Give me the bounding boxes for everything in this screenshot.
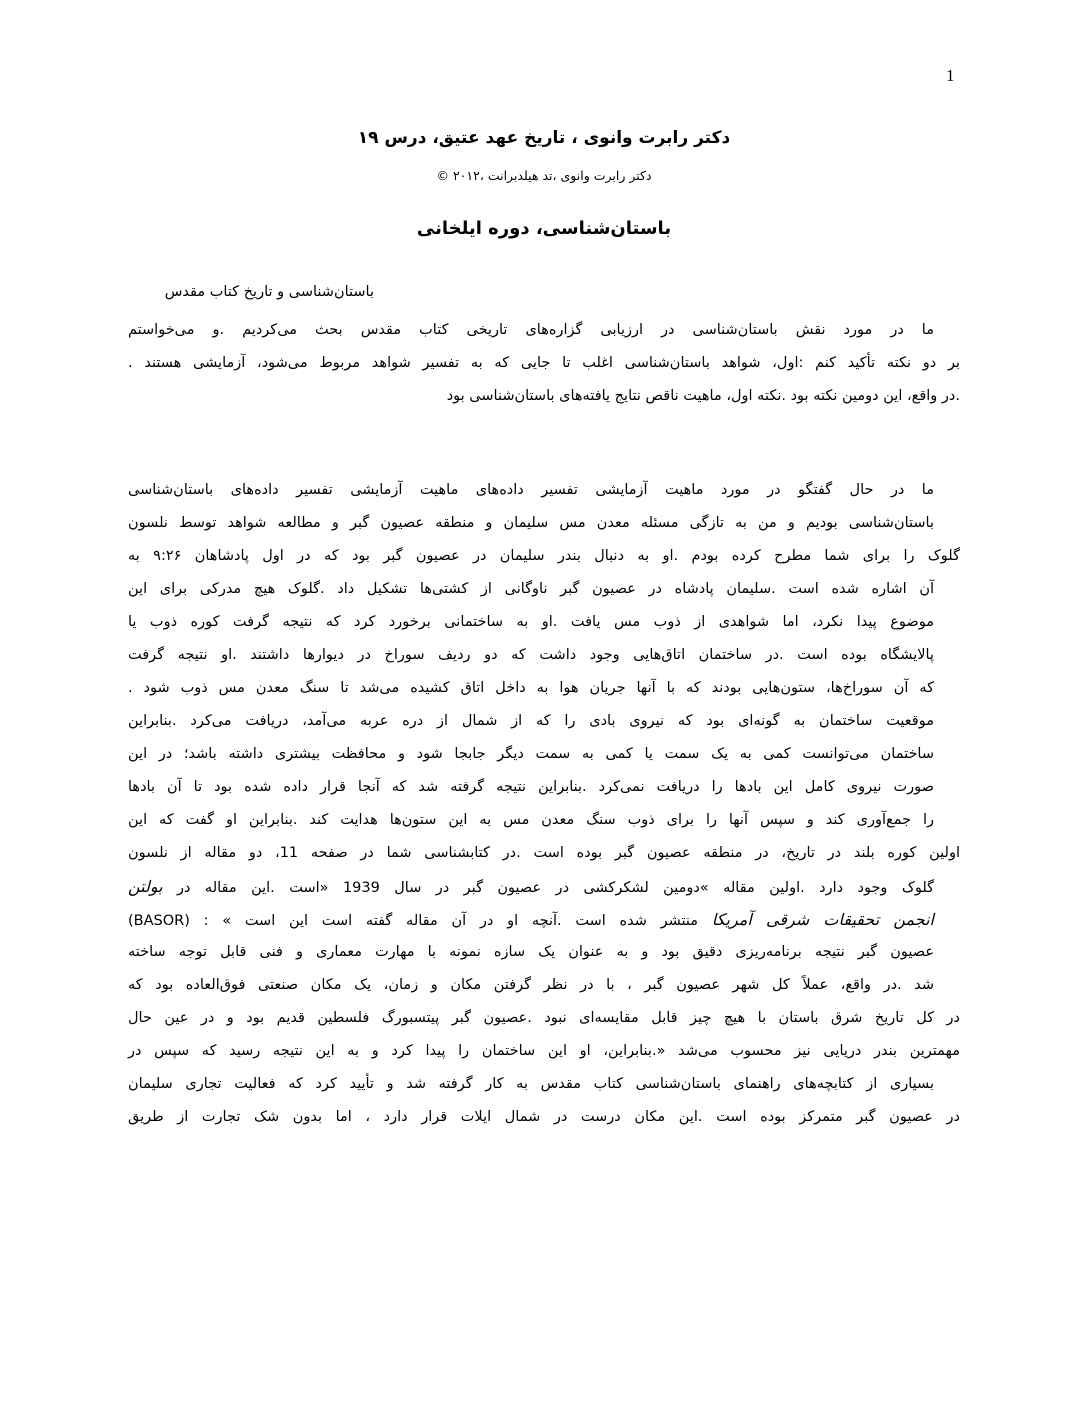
paragraph-line: ما در مورد نقش باستان‌شناسی در ارزیابی گزاره‌های تاریخی کتاب مقدس بحث می‌کردیم .و می‌خواستم — [128, 322, 934, 338]
paragraph-line: بر دو نکته تأکید کنم :اول، شواهد باستان‌شناسی اغلب تا جایی که به تفسیر شواهد مربوط می‌شود، آزمایشی هستند . — [128, 355, 960, 371]
line-text: گلوک وجود دارد .اولین مقاله »دومین لشکرکشی در عصیون گبر در سال 1939 «است .این مقاله در — [177, 880, 935, 896]
paragraph-line: آن اشاره شده است .سلیمان پادشاه در عصیون گبر ناوگانی از کشتی‌ها تشکیل داد .گلوک هیچ مدرکی برای این — [128, 581, 934, 597]
section-label: باستان‌شناسی و تاریخ کتاب مقدس — [164, 284, 374, 300]
line-text: منتشر شده است .آنچه او در آن مقاله گفته است این است » : (BASOR) — [128, 913, 699, 929]
document-title: دکتر رابرت وانوی ، تاریخ عهد عتیق، درس ۱۹ — [357, 128, 731, 148]
paragraph-line: مهمترین بندر دریایی نیز محسوب می‌شد «.بنابراین، او این ساختمان را پیدا کرد و به این نتیجه رسید که سپس در — [128, 1043, 960, 1059]
paragraph-line: موضوع پیدا نکرد، اما شواهدی از ذوب مس یافت .او به ساختمانی برخورد کرد که نتیجه گرفت کوره ذوب یا — [128, 614, 934, 630]
page-number: 1 — [946, 66, 955, 85]
lesson-heading: باستان‌شناسی، دوره ایلخانی — [416, 218, 672, 239]
document-subtitle: دکتر رابرت وانوی ،تد هیلدبرانت ،۲۰۱۲ © — [436, 168, 652, 183]
paragraph-line: صورت نیروی کامل این بادها را دریافت نمی‌کرد .بنابراین نتیجه گرفته شد که آنجا قرار داده شده بود تا آن بادها — [128, 779, 934, 795]
paragraph-line-with-italic — [128, 870, 960, 903]
paragraph-line: در عصیون گبر متمرکز بوده است .این مکان درست در شمال ایلات قرار دارد ، اما بدون شک تجارت از طریق — [128, 1109, 960, 1125]
paragraph-line: موقعیت ساختمان به گونه‌ای بود که نیروی بادی را که از شمال از دره عربه می‌آمد، دریافت می‌کرد .بنابراین — [128, 713, 934, 729]
paragraph-1 — [128, 314, 960, 413]
paragraph-line: گلوک را برای شما مطرح کرده بودم .او به دنبال بندر سلیمان در عصیون گبر بود که در اول پادشاهان ۹:۲۶ به — [128, 548, 961, 564]
paragraph-line: پالایشگاه بوده است .در ساختمان اتاق‌هایی وجود داشت که دو ردیف سوراخ در دیوارها داشتند .او نتیجه گرفت — [128, 647, 934, 663]
paragraph-line: در کل تاریخ شرق باستان با هیچ چیز قابل مقایسه‌ای نبود .عصیون گبر پیتسبورگ فلسطین قدیم بود و در عین حال — [128, 1010, 960, 1026]
paragraph-line: بسیاری از کتابچه‌های راهنمای باستان‌شناسی کتاب مقدس به کار گرفته شد و تأیید کرد که فعالیت تجاری سلیمان — [128, 1076, 934, 1092]
italic-bulletin: بولتن — [128, 877, 163, 896]
italic-society: انجمن تحقیقات شرقی آمریکا — [711, 910, 935, 929]
paragraph-line: اولین کوره بلند در تاریخ، در منطقه عصیون گبر بوده است .در کتابشناسی شما در صفحه 11، دو مقاله از نلسون — [128, 845, 960, 861]
paragraph-line: ساختمان می‌توانست کمی به یک سمت یا کمی به سمت دیگر جابجا شود و محافظت بیشتری داشته باشد؛ در این — [128, 746, 934, 762]
paragraph-line: .در واقع، این دومین نکته بود .نکته اول، ماهیت ناقص نتایج یافته‌های باستان‌شناسی بود — [446, 388, 960, 404]
paragraph-2 — [128, 474, 960, 1134]
paragraph-line: باستان‌شناسی بودیم و من به تازگی مسئله معدن مس سلیمان و منطقه عصیون گبر و مطالعه شواهد توسط نلسون — [128, 515, 934, 531]
paragraph-line: که آن سوراخ‌ها، ستون‌هایی بودند که با آنها جریان هوا به داخل اتاق کشیده می‌شد تا سنگ معدن مس ذوب شود . — [128, 680, 934, 696]
paragraph-line: عصیون گبر نتیجه برنامه‌ریزی دقیق بود و به عنوان یک سازه نمونه با مهارت معماری و فنی قابل توجه ساخته — [128, 944, 934, 960]
paragraph-line: را جمع‌آوری کند و سپس آنها را برای ذوب سنگ معدن مس به این ستون‌ها هدایت کند .بنابراین او گفت که این — [128, 812, 934, 828]
paragraph-line: شد .در واقع، عملاً کل شهر عصیون گبر ، با در نظر گرفتن مکان و زمان، یک مکان صنعتی فوق‌العاده بود که — [128, 977, 934, 993]
paragraph-line: ما در حال گفتگو در مورد ماهیت آزمایشی تفسیر داده‌های ماهیت آزمایشی تفسیر داده‌های باستان‌شناسی — [128, 482, 934, 498]
paragraph-line-with-italic — [128, 903, 960, 936]
